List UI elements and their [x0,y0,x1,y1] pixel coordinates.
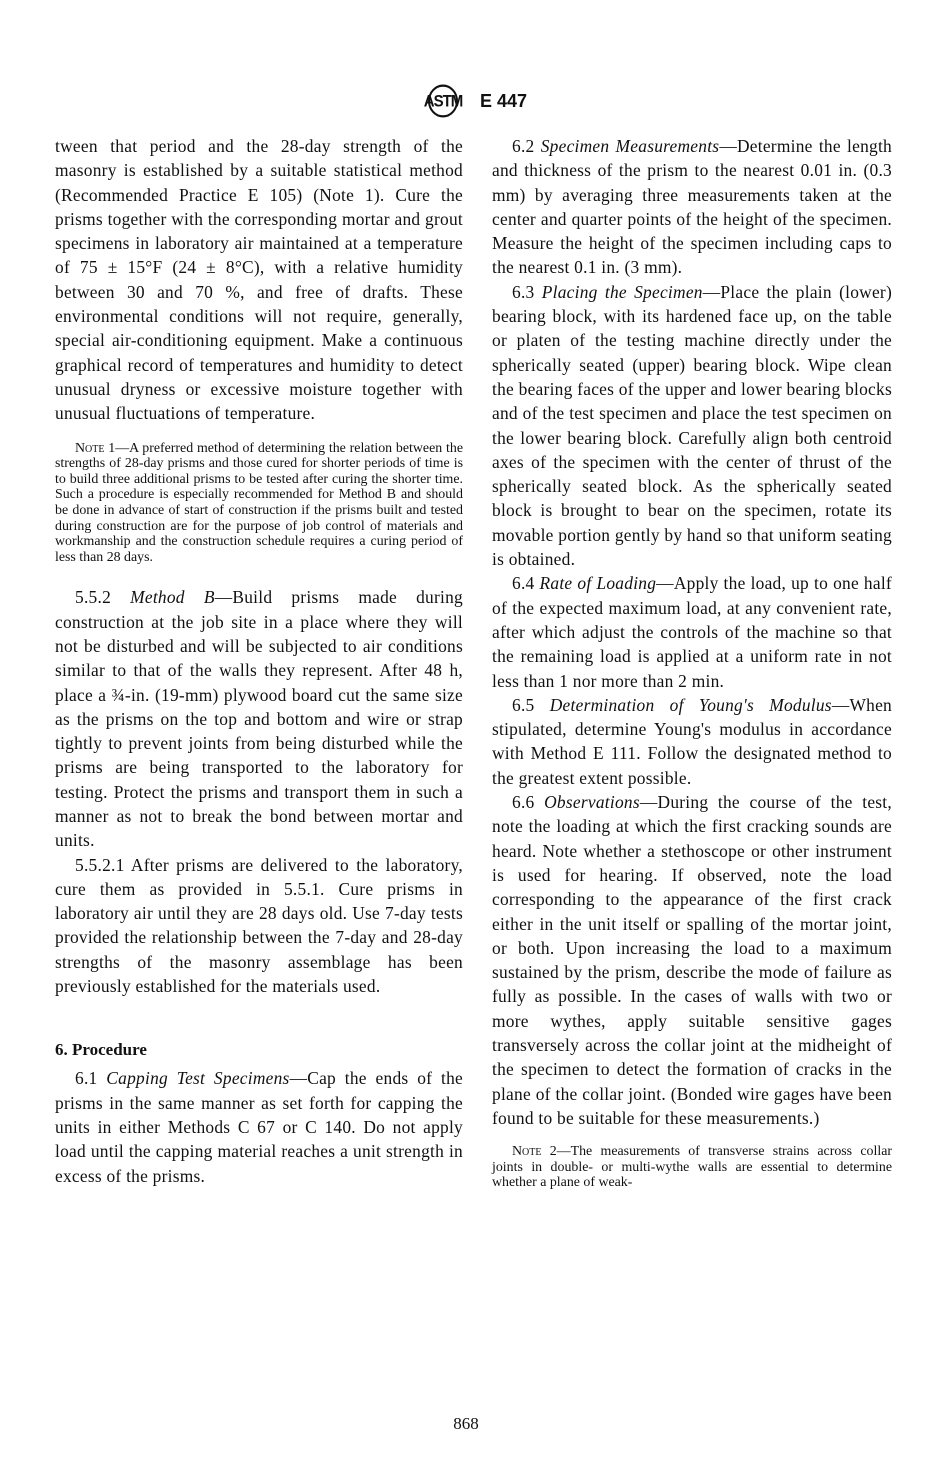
section-text: —Apply the load, up to one half of the expected maximum load, at any convenient rate, after which adjust the controls of the machine so that the remaining load is applied at a uniform rate in not less than 1 nor more than 2 min. [492,573,892,691]
section-text: —Place the plain (lower) bearing block, with its hardened face up, on the table or platen of the testing machine directly under the spherically seated (upper) bearing block. Wipe clean the bearing faces of the upper and lower bearing blocks and of the test specimen and place the test specimen on the lower bearing block. Carefully align both centroid axes of the specimen with the center of thrust of the spherically seated block. As the spherically seated block is brought to bear on the specimen, rotate its movable portion gently by hand so that uniform seating is obtained. [492,281,893,570]
section-6-1 [55,1066,463,1187]
page-number: 868 [453,1414,479,1433]
section-5-5-2 [55,585,463,852]
section-6-2 [492,134,892,280]
section-title: Capping Test Specimens [106,1068,290,1089]
section-6-4 [492,571,892,692]
paragraph-curing: tween that period and the 28-day strength of the masonry is established by a suitable statistical method (Recommended Practice E 105) (Note 1). Cure the prisms together with the corresponding mortar and grout specimens in laboratory air maintained at a temperature of 75 ± 15°F (24 ± 8°C), with a relative humidity between 30 and 70 %, and free of drafts. These environmental conditions will not require, generally, special air-conditioning equipment. Make a continuous graphical record of temperatures and humidity to detect unusual dryness or excessive moisture together with unusual fluctuations of temperature. [55,136,463,424]
section-number: 6.4 [512,573,535,594]
section-text: —Determine the length and thickness of the prism to the nearest 0.01 in. (0.3 mm) by averaging three measurements taken at the center and quarter points of the height of the specimen. Measure the height of the specimen including caps to the nearest 0.1 in. (3 mm). [492,136,892,278]
section-number: 6.2 [512,136,535,156]
section-text: —When stipulated, determine Young's modulus in accordance with Method E 111. Follow the designated method to the greatest extent possible. [492,694,892,788]
section-6-3 [492,280,892,572]
section-heading-procedure: 6. Procedure [55,1040,147,1060]
section-number: 6.6 [512,792,535,813]
astm-logo [423,85,463,118]
right-column [492,134,892,1191]
section-6-5 [492,693,892,790]
section-title: Observations [544,792,640,813]
section-title: Rate of Loading [539,573,657,594]
section-title: Specimen Measurements [540,136,720,156]
section-number: 6.1 [75,1068,98,1089]
section-text: —Cap the ends of the prisms in the same manner as set forth for capping the units in either Methods C 67 or C 140. Do not apply load until the capping material reaches a unit strength in excess of the prisms. [55,1068,463,1186]
section-title: Method B [130,587,215,608]
section-number: 6.5 [512,694,535,715]
page-header [423,86,528,116]
logo-text: ASTM [423,91,463,111]
section-6-6 [492,790,892,1130]
section-title: Determination of Young's Modulus [549,694,832,715]
note-label: Note 2 [512,1144,557,1160]
section-text: —During the course of the test, note the loading at which the first cracking sounds are heard. Note whether a stethoscope or other instrument is used for hearing. If observed, note the load corresponding to the appearance of the first crack either in the unit itself or spalling of the mortar joint, or both. Upon increasing the load to a maximum sustained by the prism, describe the mode of failure as fully as possible. In the cases of walls with two or more wythes, apply suitable sensitive gages transversely across the collar joint at the midheight of the specimen to detect the formation of cracks in the plane of the collar joint. (Bonded wire gages have been found to be suitable for these measurements.) [492,792,892,1128]
section-number: 6.3 [512,281,535,302]
note-2 [492,1144,892,1191]
standard-designation: E 447 [480,90,528,111]
section-number: 5.5.2 [75,587,112,608]
note-1 [55,441,463,566]
section-5-5-2-1: 5.5.2.1 After prisms are delivered to the laboratory, cure them as provided in 5.5.1. Cure prisms in laboratory air until they are 28 days old. Use 7-day tests provided the relationship between the 7-day and 28-day strengths of the masonry assemblage has been previously established for the materials used. [55,854,463,997]
note-text: —A preferred method of determining the relation between the strengths of 28-day prisms and those cured for shorter periods of time is to build three additional prisms to be tested after curing the shorter time. Such a procedure is especially recommended for Method B and should be done in advance of start of construction if the prisms built and tested during construction are for the purpose of job control of materials and workmanship and the construction schedule requires a curing period of less than 28 days. [55,440,464,565]
left-column [55,134,463,1188]
section-title: Placing the Specimen [541,281,703,302]
section-text: —Build prisms made during construction at the job site in a place where they will not be disturbed and will be subjected to air conditions similar to that of the walls they represent. After 48 h, place a ¾-in. (19-mm) plywood board cut the same size as the prisms on the top and bottom and wire or strap tightly to prevent joints from being disturbed while the prisms are being transported to the laboratory for testing. Protect the prisms and transport them in such a manner as not to break the bond between mortar and units. [55,587,463,851]
note-text: —The measurements of transverse strains across collar joints in double- or multi-wythe walls are essential to determine whether a plane of weak- [492,1144,893,1191]
note-label: Note 1 [75,440,116,456]
